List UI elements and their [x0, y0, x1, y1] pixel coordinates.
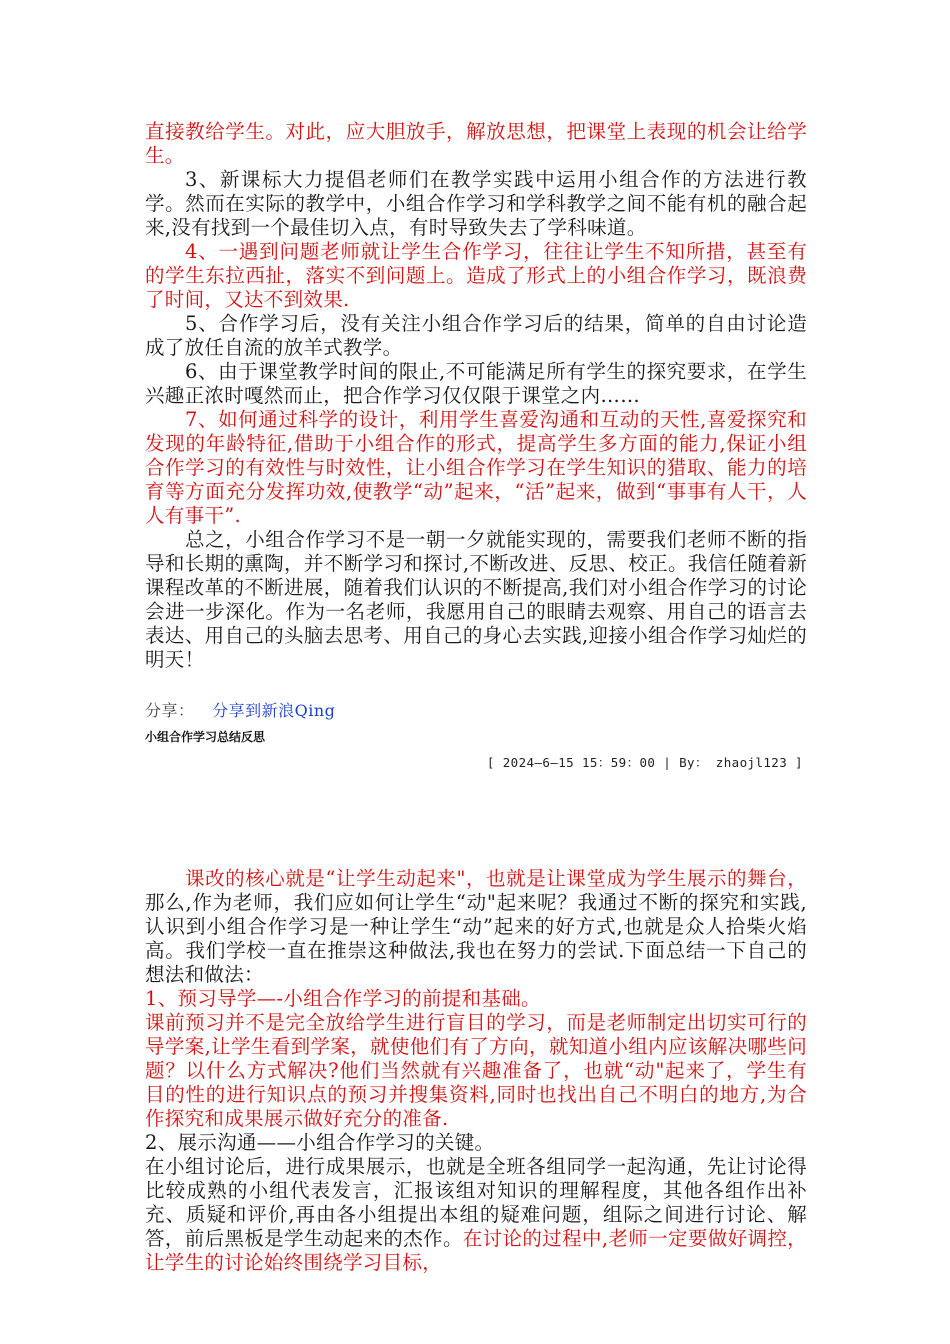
- paragraph-point-4: 4、一遇到问题老师就让学生合作学习，往往让学生不知所措，甚至有的学生东拉西扯，落实不到问题上。造成了形式上的小组合作学习，既浪费了时间，又达不到效果.: [145, 240, 807, 311]
- paragraph-point-5: 5、合作学习后，没有关注小组合作学习后的结果，简单的自由讨论造成了放任自流的放羊式教学。: [145, 312, 807, 359]
- section-body-2-highlight: 在讨论的过程中,老师一定要做好调控，让学生的讨论始终围绕学习目标，: [145, 1227, 807, 1274]
- section-heading-1: 1、预习导学—-小组合作学习的前提和基础。: [145, 987, 541, 1010]
- section-heading-2: 2、展示沟通——小组合作学习的关键。: [145, 1131, 495, 1154]
- intro-text: 那么,作为老师，我们应如何让学生“动"起来呢？我通过不断的探究和实践,认识到小组合作学习是一种让学生“动”起来的好方式,也就是众人拾柴火焰高。我们学校一直在推崇这种做法,我也在努力的尝试.下面总结一下自己的想法和做法：: [145, 891, 807, 986]
- share-label: 分享：: [145, 701, 195, 720]
- section-body-1: 课前预习并不是完全放给学生进行盲目的学习，而是老师制定出切实可行的导学案,让学生看到学案，就使他们有了方向，就知道小组内应该解决哪些问题？以什么方式解决?他们当然就有兴趣准备了，也就“动"起来了，学生有目的性的进行知识点的预习并搜集资料,同时也找出自己不明白的地方,为合作探究和成果展示做好充分的准备.: [145, 1011, 807, 1130]
- section-body-2: [145, 1155, 807, 1275]
- paragraph-point-6: 6、由于课堂教学时间的限止,不可能满足所有学生的探究要求，在学生兴趣正浓时嘎然而止，把合作学习仅仅限于课堂之内……: [145, 360, 807, 407]
- document-page: [145, 120, 807, 1275]
- paragraph-conclusion: 总之，小组合作学习不是一朝一夕就能实现的，需要我们老师不断的指导和长期的熏陶，并不断学习和探讨,不断改进、反思、校正。我信任随着新课程改革的不断进展，随着我们认识的不断提高,我们对小组合作学习的讨论会进一步深化。作为一名老师，我愿用自己的眼睛去观察、用自己的语言去表达、用自己的头脑去思考、用自己的身心去实践,迎接小组合作学习灿烂的明天！: [145, 528, 807, 671]
- paragraph-point-3: 3、新课标大力提倡老师们在教学实践中运用小组合作的方法进行教学。然而在实际的教学中，小组合作学习和学科教学之间不能有机的融合起来,没有找到一个最佳切入点，有时导致失去了学科味道。: [145, 168, 807, 239]
- paragraph-intro: [145, 867, 807, 987]
- paragraph-continuation: 直接教给学生。对此，应大胆放手，解放思想，把课堂上表现的机会让给学生。: [145, 120, 807, 167]
- paragraph-point-7: 7、如何通过科学的设计，利用学生喜爱沟通和互动的天性,喜爱探究和发现的年龄特征,借助于小组合作的形式，提高学生多方面的能力,保证小组合作学习的有效性与时效性，让小组合作学习在学生知识的猎取、能力的培育等方面充分发挥功效,使教学“动”起来，“活”起来，做到“事事有人干，人人有事干”.: [145, 408, 807, 527]
- share-row: [145, 701, 807, 721]
- post-meta: [ 2024—6—15 15：59：00 | By： zhaojl123 ]: [486, 755, 803, 770]
- post-title: 小组合作学习总结反思: [145, 730, 266, 744]
- intro-highlight: 课改的核心就是“让学生动起来"，也就是让课堂成为学生展示的舞台，: [185, 867, 807, 890]
- share-to-sina-link[interactable]: 分享到新浪Qing: [212, 701, 336, 720]
- section-body-2-text: 在小组讨论后，进行成果展示，也就是全班各组同学一起沟通，先让讨论得比较成熟的小组代表发言，汇报该组对知识的理解程度，其他各组作出补充、质疑和评价,再由各小组提出本组的疑难问题，组际之间进行讨论、解答，前后黑板是学生动起来的杰作。: [145, 1155, 807, 1250]
